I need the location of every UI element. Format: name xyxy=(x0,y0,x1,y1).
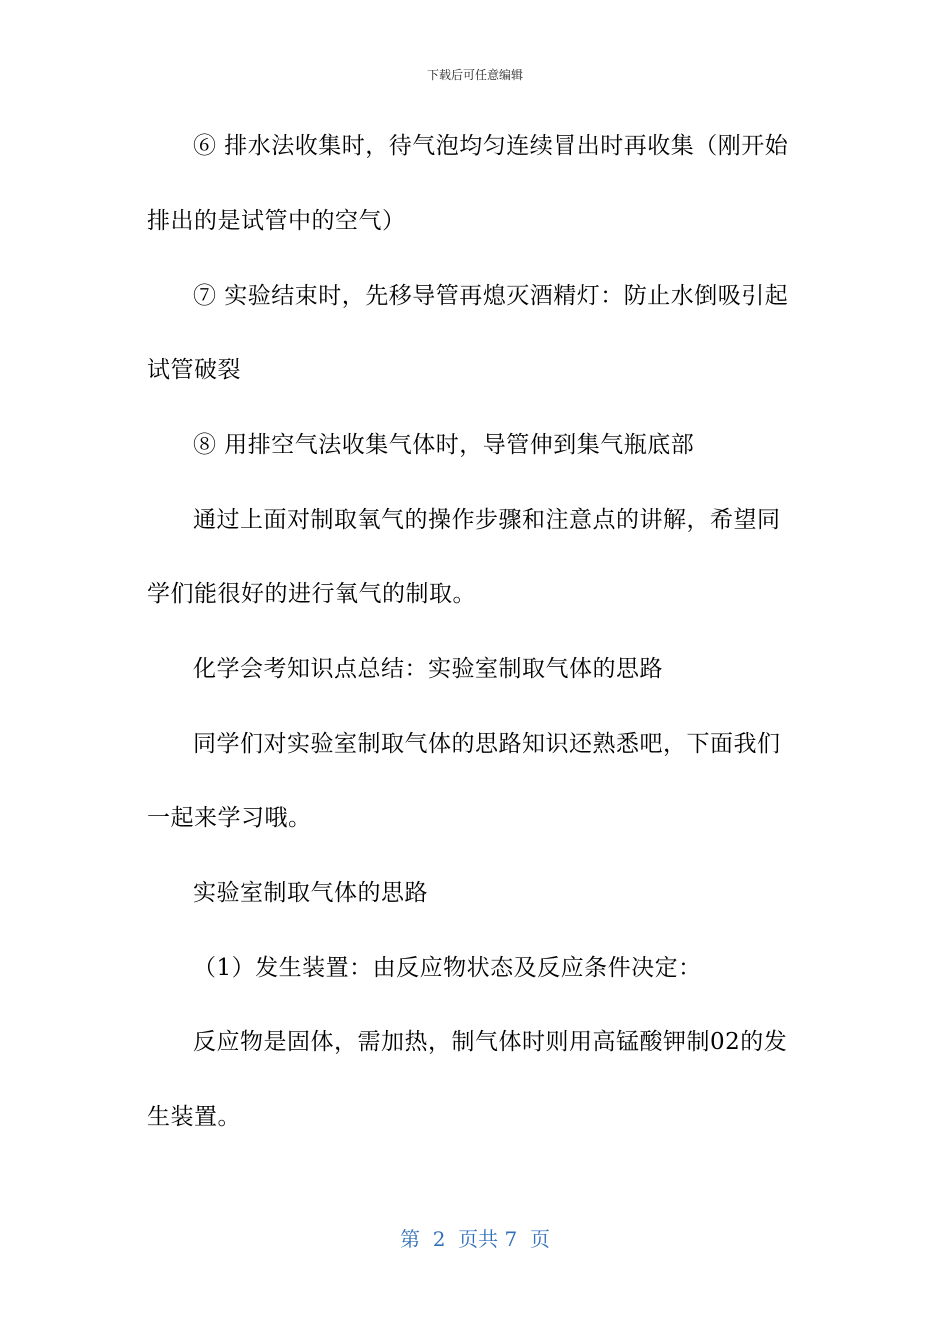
page-number-footer: 第 2 页共 7 页 xyxy=(400,1227,550,1251)
paragraph-line: 排出的是试管中的空气） xyxy=(147,208,406,234)
paragraph-line: （1）发生装置：由反应物状态及反应条件决定： xyxy=(193,955,702,981)
paragraph-line: 学们能很好的进行氧气的制取。 xyxy=(147,581,476,607)
section-heading: 化学会考知识点总结：实验室制取气体的思路 xyxy=(193,656,663,682)
paragraph-line: ⑧ 用排空气法收集气体时，导管伸到集气瓶底部 xyxy=(193,432,695,458)
paragraph-line: 同学们对实验室制取气体的思路知识还熟悉吧，下面我们 xyxy=(193,731,781,757)
page-header: 下载后可任意编辑 xyxy=(426,68,523,82)
subsection-heading: 实验室制取气体的思路 xyxy=(193,880,428,906)
paragraph-line: 生装置。 xyxy=(147,1104,241,1130)
paragraph-line: ⑥ 排水法收集时，待气泡均匀连续冒出时再收集（刚开始 xyxy=(193,133,789,159)
paragraph-line: 一起来学习哦。 xyxy=(147,805,312,831)
paragraph-line: 试管破裂 xyxy=(147,357,241,383)
paragraph-line: 反应物是固体，需加热，制气体时则用高锰酸钾制02的发 xyxy=(193,1029,788,1055)
paragraph-line: 通过上面对制取氧气的操作步骤和注意点的讲解，希望同 xyxy=(193,507,781,533)
paragraph-line: ⑦ 实验结束时，先移导管再熄灭酒精灯：防止水倒吸引起 xyxy=(193,283,789,309)
